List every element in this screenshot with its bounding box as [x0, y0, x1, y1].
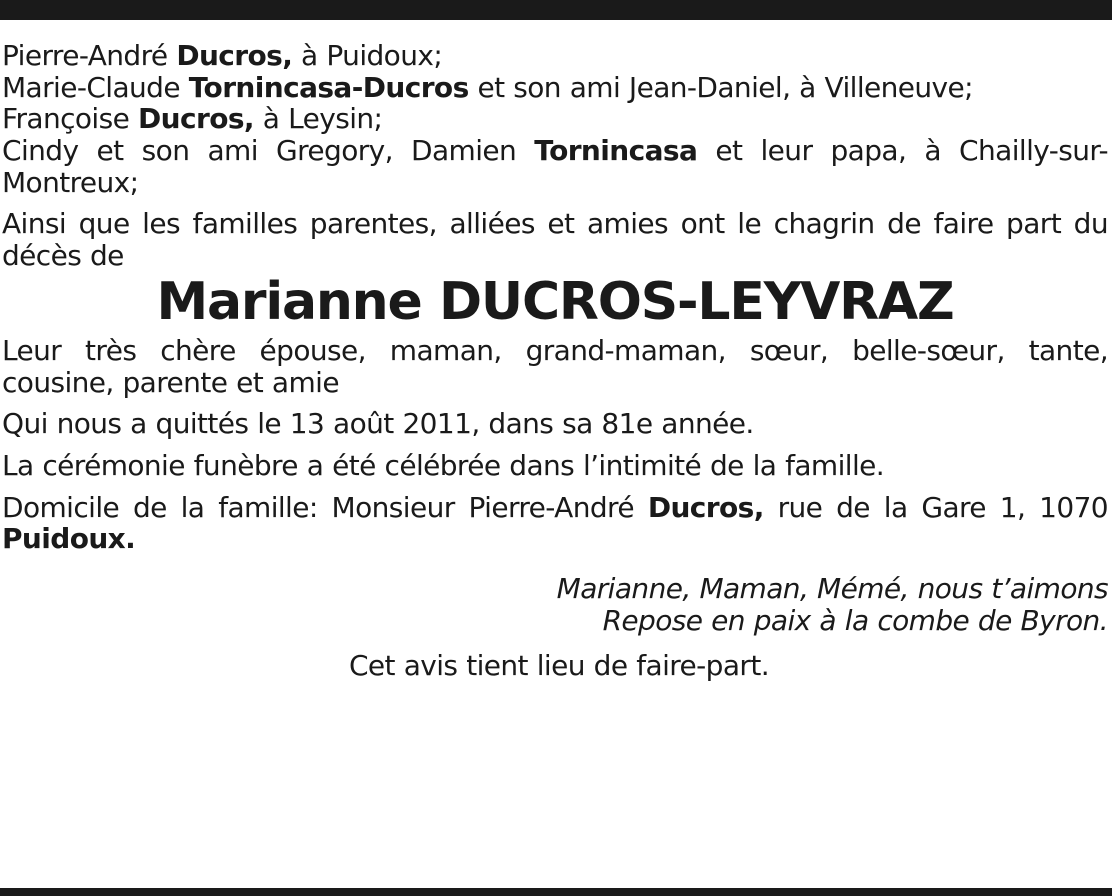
family-list — [2, 40, 1108, 198]
relation-text: Leur très chère épouse, maman, grand-maman, sœur, belle-sœur, tante, cousine, parente et amie — [2, 334, 1108, 399]
top-rule — [0, 0, 1112, 20]
obituary-notice — [2, 40, 1108, 682]
family-member-text: Marie-Claude — [2, 70, 189, 104]
family-member-surname: Tornincasa — [534, 133, 698, 167]
family-member-location: et leur papa, à Chailly-sur-Montreux; — [2, 133, 1108, 199]
family-member-text: Pierre-André — [2, 39, 177, 72]
domicile-town: Puidoux. — [2, 522, 136, 556]
family-member-text: Françoise — [2, 102, 139, 136]
family-member-surname: Ducros, — [138, 102, 254, 136]
domicile-text — [2, 492, 1108, 555]
family-member-line-1 — [2, 40, 1108, 72]
family-member-location: à Puidoux; — [292, 39, 443, 72]
family-member-line-4 — [2, 135, 1108, 198]
domicile-prefix: Domicile de la famille: Monsieur Pierre-André — [2, 490, 648, 524]
family-member-line-2 — [2, 72, 1108, 104]
family-member-surname: Tornincasa-Ducros — [188, 70, 469, 104]
family-member-line-3 — [2, 103, 1108, 135]
closing-line-1: Marianne, Maman, Mémé, nous t’aimons — [556, 571, 1108, 605]
domicile-surname: Ducros, — [647, 490, 764, 524]
deceased-name: Marianne DUCROS-LEYVRAZ — [156, 272, 954, 333]
family-member-surname: Ducros, — [176, 39, 293, 72]
bottom-rule — [0, 888, 1112, 896]
family-member-location: et son ami Jean-Daniel, à Villeneuve; — [468, 70, 973, 104]
closing-verse — [2, 573, 1108, 636]
announcement-text: Ainsi que les familles parentes, alliées et amies ont le chagrin de faire part du décès de — [2, 207, 1108, 272]
ceremony-text: La cérémonie funèbre a été célébrée dans l’intimité de la famille. — [2, 449, 885, 483]
family-member-location: à Leysin; — [253, 102, 383, 136]
family-member-text: Cindy et son ami Gregory, Damien — [2, 133, 535, 167]
closing-line-2: Repose en paix à la combe de Byron. — [602, 603, 1108, 637]
footer-note: Cet avis tient lieu de faire-part. — [348, 649, 770, 683]
death-date-text: Qui nous a quittés le 13 août 2011, dans sa 81e année. — [2, 407, 754, 441]
domicile-address: rue de la Gare 1, 1070 — [763, 490, 1108, 524]
